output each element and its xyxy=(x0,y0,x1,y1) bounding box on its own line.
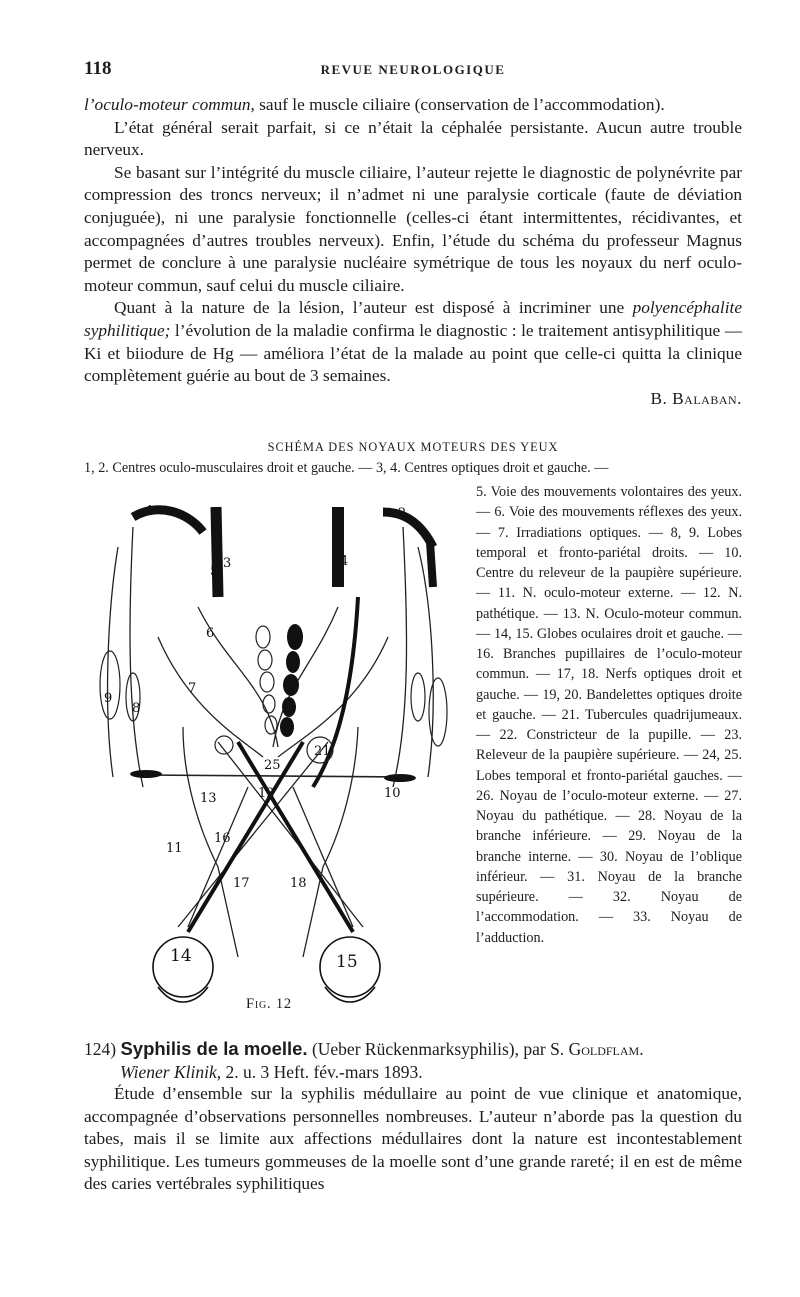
legend-first-line: 1, 2. Centres oculo-musculaires droit et gauche. — 3, 4. Centres optiques droit et gauche. — xyxy=(84,460,609,476)
schema-title: SCHÉMA DES NOYAUX MOTEURS DES YEUX xyxy=(267,440,559,454)
legend-column: 5. Voie des mouvements volontaires des yeux. — 6. Voie des mouvements réflexes des yeux. — 7. Irradiations optiques. — 8, 9. Lobes temporal et fronto-pariétal droits. — 10. Centre du releveur de la paupière supérieure. — 11. N. oculo-moteur externe. — 12. N. pathétique. — 13. N. Oculo-moteur commun. — 14, 15. Globes oculaires droit et gauche. — 16. Branches pupillaires de l’oculo-moteur commun. — 17, 18. Nerfs optiques droit et gauche. — 19, 20. Bandelettes optiques droite et gauche. — 21. Tubercules quadrijumeaux. — 22. Constricteur de la pupille. — 23. Releveur de la paupière supérieure. — 24, 25. Lobes temporal et fronto-pariétal gauches. — 26. Noyau de l’oculo-moteur externe. — 27. Noyau du pathétique. — 28. Noyau de la branche inférieure. — 29. Noyau de la branche interne. — 30. Noyau de l’oblique inférieur. — 31. Noyau de la branche supérieure. — 32. Noyau de l’accommodation. — 33. Noyau de l’adduction. xyxy=(476,484,742,946)
centre-1-arc xyxy=(133,510,203,532)
right-body-outline xyxy=(303,727,358,957)
eyelid-right xyxy=(158,987,208,1002)
label-12: 12 xyxy=(258,786,275,801)
article-title-line xyxy=(84,1038,742,1061)
left-inner-tract xyxy=(130,527,143,787)
article-source-line xyxy=(84,1061,742,1084)
right-lobe-stem xyxy=(430,542,433,587)
pupil-constrictor-left xyxy=(215,736,233,754)
nucleus-outline-3 xyxy=(260,672,274,692)
paragraph-general-state: L’état général serait parfait, si ce n’était la céphalée persistante. Aucun autre trouble nerveux. xyxy=(84,117,742,160)
label-14: 14 xyxy=(170,946,192,966)
article-subtitle: (Ueber Rückenmarksyphilis), par S. xyxy=(307,1039,569,1059)
horizontal-commissure xyxy=(143,775,408,777)
journal-details: 2. u. 3 Heft. fév.-mars 1893. xyxy=(221,1061,423,1082)
italic-term: polyencéphalite syphilitique; xyxy=(84,298,742,340)
left-outer-tract xyxy=(108,547,118,777)
label-4: 4 xyxy=(340,554,349,569)
right-inner-tract xyxy=(393,527,407,787)
paragraph-lesion: Quant à la nature de la lésion, l’auteur est disposé à incriminer une polyencéphalite syphilitique; l’évolution de la maladie confirma le diagnostic : le traitement antisyphilitique — Ki et biiodure de Hg — améliora l’état de la malade au point que celle-ci quitta la clinique complètement guérie au bout de 3 semaines. xyxy=(84,298,742,386)
end-plate-right xyxy=(384,774,416,782)
article-author: Goldflam. xyxy=(568,1039,644,1059)
end-plate-left xyxy=(130,770,162,778)
centre-2-arc xyxy=(383,512,433,547)
eye-motor-nuclei-diagram xyxy=(88,487,468,1032)
label-18: 18 xyxy=(290,876,307,891)
label-6: 6 xyxy=(206,626,215,641)
label-1: 1 xyxy=(146,504,155,519)
italic-term: l’oculo-moteur commun, xyxy=(84,95,255,114)
nucleus-4 xyxy=(282,697,296,717)
label-13: 13 xyxy=(200,791,217,806)
nucleus-3 xyxy=(283,674,299,696)
label-15: 15 xyxy=(336,952,358,972)
running-head: REVUE NEUROLOGIQUE xyxy=(320,62,506,77)
label-25: 25 xyxy=(264,758,281,773)
label-8: 8 xyxy=(132,701,141,716)
nucleus-1 xyxy=(287,624,303,650)
label-2: 2 xyxy=(398,506,407,521)
branch-left xyxy=(188,787,248,927)
nucleus-2 xyxy=(286,651,300,673)
label-11: 11 xyxy=(166,841,183,856)
eyelid-left xyxy=(325,987,375,1002)
nucleus-outline-2 xyxy=(258,650,272,670)
left-temporal-lobe xyxy=(100,651,120,719)
right-temporal-lobe xyxy=(429,678,447,746)
paragraph-diagnosis: Se basant sur l’intégrité du muscle ciliaire, l’auteur rejette le diagnostic de polynévrite par compression des troncs nerveux; il n’admet ni une paralysie corticale (faute de déviation conjuguée), ni une paralysie fonctionnelle (celles-ci étant intermittentes, récidivantes, et accompagnées d’autres troubles nerveux). Enfin, l’étude du schéma du professeur Magnus permet de conclure à une paralysie nucléaire symétrique de tous les noyaux du nerf oculo-moteur commun, sauf celui du muscle ciliaire. xyxy=(84,162,742,295)
label-16: 16 xyxy=(214,831,231,846)
label-17: 17 xyxy=(233,876,250,891)
branch-right xyxy=(293,787,353,927)
label-21: 21 xyxy=(314,744,331,759)
page-header xyxy=(84,58,742,82)
label-3: 3 xyxy=(223,556,232,571)
tract-left-vertical xyxy=(216,507,218,597)
label-7: 7 xyxy=(188,681,197,696)
continuation-line: l’oculo-moteur commun, sauf le muscle ciliaire (conservation de l’accommodation). xyxy=(84,95,665,114)
fiber-left xyxy=(158,637,263,757)
continuation-text xyxy=(84,94,742,410)
page-number: 118 xyxy=(84,58,112,79)
right-frontal-lobe xyxy=(411,673,425,721)
nucleus-outline-4 xyxy=(263,695,275,713)
article-title: Syphilis de la moelle. xyxy=(120,1038,308,1059)
nucleus-outline-5 xyxy=(265,716,277,734)
figure-caption: Fig. 12 xyxy=(246,996,292,1012)
review-signature: B. Balaban. xyxy=(650,388,742,408)
label-9: 9 xyxy=(104,691,113,706)
label-10: 10 xyxy=(384,786,401,801)
article-paragraph: Étude d’ensemble sur la syphilis médullaire au point de vue clinique et anatomique, accompagnée d’observations personnelles nombreuses. L’auteur n’aborde pas la question du tabes, mais il se limite aux affections médullaires dont la nature est incontestablement syphilitique. Les tumeurs gommeuses de la moelle sont d’une grande rareté; il en est de même des caries vertébrales syphilitiques xyxy=(84,1084,742,1194)
journal-name: Wiener Klinik, xyxy=(120,1061,222,1082)
nucleus-5 xyxy=(280,717,294,737)
nucleus-outline-1 xyxy=(256,626,270,648)
label-5: 5 xyxy=(210,564,219,579)
article-number: 124) xyxy=(84,1039,117,1059)
article-body xyxy=(84,1083,742,1196)
article-heading xyxy=(84,1038,742,1083)
